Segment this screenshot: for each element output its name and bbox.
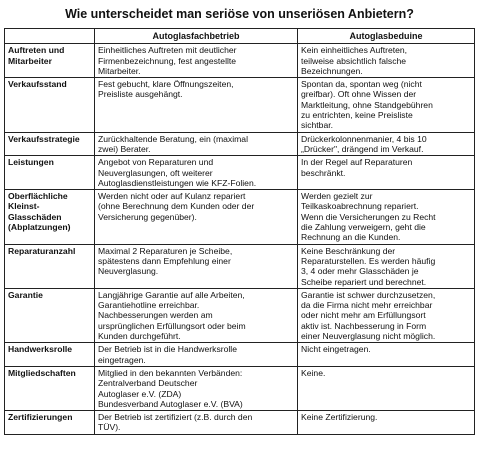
cell-text-line: Preisliste ausgehängt. [98, 89, 183, 100]
cell-text-line: Oberflächliche [8, 191, 68, 202]
cell-text-line: Zentralverband Deutscher [98, 378, 198, 389]
table-row [5, 244, 475, 288]
cell-text-line: Langjährige Garantie auf alle Arbeiten, [98, 289, 245, 300]
beduine-cell [298, 78, 475, 132]
cell-text-line: Keine Zertifizierung. [301, 412, 378, 423]
cell-text-line: Drückerkolonnenmanier, 4 bis 10 [301, 133, 427, 144]
fachbetrieb-cell [95, 343, 298, 367]
cell-text-line: 3, 4 oder mehr Glasschäden je [301, 266, 419, 277]
cell-text-line: Garantie ist schwer durchzusetzen, [301, 289, 436, 300]
cell-text-line: Angebot von Reparaturen und [98, 157, 214, 168]
comparison-table [4, 28, 475, 435]
cell-text-line: zu entrichten, keine Preisliste [301, 110, 413, 121]
page-title: Wie unterscheidet man seriöse von unseriösen Anbietern? [65, 7, 414, 21]
cell-text-line: Rechnung an die Kunden. [301, 232, 401, 243]
cell-text-line: „Drücker", drängend im Verkauf. [301, 143, 424, 154]
cell-text-line: Zurückhaltende Beratung, ein (maximal [98, 133, 248, 144]
cell-text-line: Spontan da, spontan weg (nicht [301, 79, 422, 90]
beduine-cell [298, 411, 475, 435]
cell-text-line: Auftreten und [8, 45, 65, 56]
beduine-cell [298, 288, 475, 342]
row-label-cell [5, 132, 95, 156]
cell-text-line: Glasschäden [8, 211, 62, 222]
fachbetrieb-cell [95, 78, 298, 132]
cell-text-line: Bezeichnungen. [301, 65, 363, 76]
cell-text-line: Nicht eingetragen. [301, 344, 371, 355]
beduine-cell [298, 244, 475, 288]
cell-text-line: Reparaturstellen. Es werden häufig [301, 255, 436, 266]
table-header-row [5, 29, 475, 44]
cell-text-line: Verkaufsstand [8, 79, 67, 90]
cell-text-line: aktiv ist. Nachbesserung in Form [301, 320, 427, 331]
cell-text-line: Garantie [8, 289, 43, 300]
cell-text-line: Leistungen [8, 157, 54, 168]
cell-text-line: Wenn die Versicherungen zu Recht [301, 211, 436, 222]
header-autoglasfachbetrieb: Autoglasfachbetrieb [95, 29, 298, 44]
cell-text-line: Kleinst- [8, 201, 40, 212]
cell-text-line: oder nicht mehr am Erfüllungsort [301, 310, 426, 321]
cell-text-line: Mitarbeiter. [98, 65, 141, 76]
table-row [5, 190, 475, 244]
row-label-cell [5, 156, 95, 190]
table-row [5, 44, 475, 78]
cell-text-line: Verkaufsstrategie [8, 133, 80, 144]
cell-text-line: Maximal 2 Reparaturen je Scheibe, [98, 245, 233, 256]
cell-text-line: ursprünglichen Erfüllungsort oder beim [98, 320, 246, 331]
row-label-cell [5, 244, 95, 288]
cell-text-line: spätestens dann Empfehlung einer [98, 255, 231, 266]
cell-text-line: Keine Beschränkung der [301, 245, 396, 256]
beduine-cell [298, 366, 475, 410]
beduine-cell [298, 343, 475, 367]
cell-text-line: (Abplatzungen) [8, 222, 71, 233]
cell-text-line: Einheitliches Auftreten mit deutlicher [98, 45, 237, 56]
table-row [5, 288, 475, 342]
table-row [5, 366, 475, 410]
row-label-cell [5, 190, 95, 244]
cell-text-line: Bundesverband Autoglaser e.V. (BVA) [98, 398, 243, 409]
cell-text-line: einer Neuverglasung nicht möglich. [301, 331, 436, 342]
cell-text-line: Werden nicht oder auf Kulanz repariert [98, 191, 246, 202]
beduine-cell [298, 44, 475, 78]
cell-text-line: (ohne Berechnung dem Kunden oder der [98, 201, 255, 212]
cell-text-line: Garantiehotline erreichbar. [98, 300, 200, 311]
table-row [5, 132, 475, 156]
cell-text-line: Versicherung gegenüber). [98, 211, 197, 222]
cell-text-line: Mitgliedschaften [8, 367, 76, 378]
cell-text-line: die Zahlung verweigern, geht die [301, 222, 426, 233]
cell-text-line: Der Betrieb ist zertifiziert (z.B. durch den [98, 412, 253, 423]
fachbetrieb-cell [95, 156, 298, 190]
cell-text-line: Neuverglasungen, oft weiterer [98, 167, 213, 178]
beduine-cell [298, 190, 475, 244]
cell-text-line: Handwerksrolle [8, 344, 72, 355]
cell-text-line: Fest gebucht, klare Öffnungszeiten, [98, 79, 234, 90]
cell-text-line: Scheibe repariert und berechnet. [301, 276, 427, 287]
row-label-cell [5, 411, 95, 435]
header-empty-cell [5, 29, 95, 44]
cell-text-line: Werden gezielt zur [301, 191, 373, 202]
cell-text-line: Kunden durchgeführt. [98, 331, 181, 342]
cell-text-line: Kein einheitliches Auftreten, [301, 45, 408, 56]
table-row [5, 156, 475, 190]
fachbetrieb-cell [95, 411, 298, 435]
table-row [5, 411, 475, 435]
fachbetrieb-cell [95, 190, 298, 244]
row-label-cell [5, 78, 95, 132]
row-label-cell [5, 366, 95, 410]
cell-text-line: eingetragen. [98, 354, 146, 365]
fachbetrieb-cell [95, 288, 298, 342]
cell-text-line: Neuverglasung. [98, 266, 159, 277]
cell-text-line: TÜV). [98, 422, 121, 433]
fachbetrieb-cell [95, 44, 298, 78]
cell-text-line: Mitarbeiter [8, 55, 52, 66]
cell-text-line: Der Betrieb ist in die Handwerksrolle [98, 344, 237, 355]
cell-text-line: beschränkt. [301, 167, 346, 178]
header-autoglasbeduine: Autoglasbeduine [298, 29, 475, 44]
cell-text-line: Autoglasdienstleistungen wie KFZ-Folien. [98, 177, 257, 188]
cell-text-line: da die Firma nicht mehr erreichbar [301, 300, 433, 311]
table-row [5, 343, 475, 367]
cell-text-line: Zertifizierungen [8, 412, 73, 423]
cell-text-line: Teilkaskoabrechnung repariert. [301, 201, 419, 212]
cell-text-line: teilweise absichtlich falsche [301, 55, 407, 66]
row-label-cell [5, 343, 95, 367]
cell-text-line: zwei) Berater. [98, 143, 151, 154]
beduine-cell [298, 132, 475, 156]
cell-text-line: Reparaturanzahl [8, 245, 76, 256]
table-row [5, 78, 475, 132]
cell-text-line: Autoglaser e.V. (ZDA) [98, 388, 182, 399]
beduine-cell [298, 156, 475, 190]
fachbetrieb-cell [95, 132, 298, 156]
cell-text-line: In der Regel auf Reparaturen [301, 157, 413, 168]
cell-text-line: Keine. [301, 367, 326, 378]
fachbetrieb-cell [95, 244, 298, 288]
cell-text-line: greifbar). Oft ohne Wissen der [301, 89, 417, 100]
cell-text-line: Mitglied in den bekannten Verbänden: [98, 367, 243, 378]
cell-text-line: Nachbesserungen werden am [98, 310, 213, 321]
row-label-cell [5, 288, 95, 342]
cell-text-line: Firmenbezeichnung, fest angestellte [98, 55, 237, 66]
cell-text-line: Marktleitung, ohne Standgebühren [301, 99, 433, 110]
cell-text-line: sichtbar. [301, 120, 334, 131]
fachbetrieb-cell [95, 366, 298, 410]
row-label-cell [5, 44, 95, 78]
